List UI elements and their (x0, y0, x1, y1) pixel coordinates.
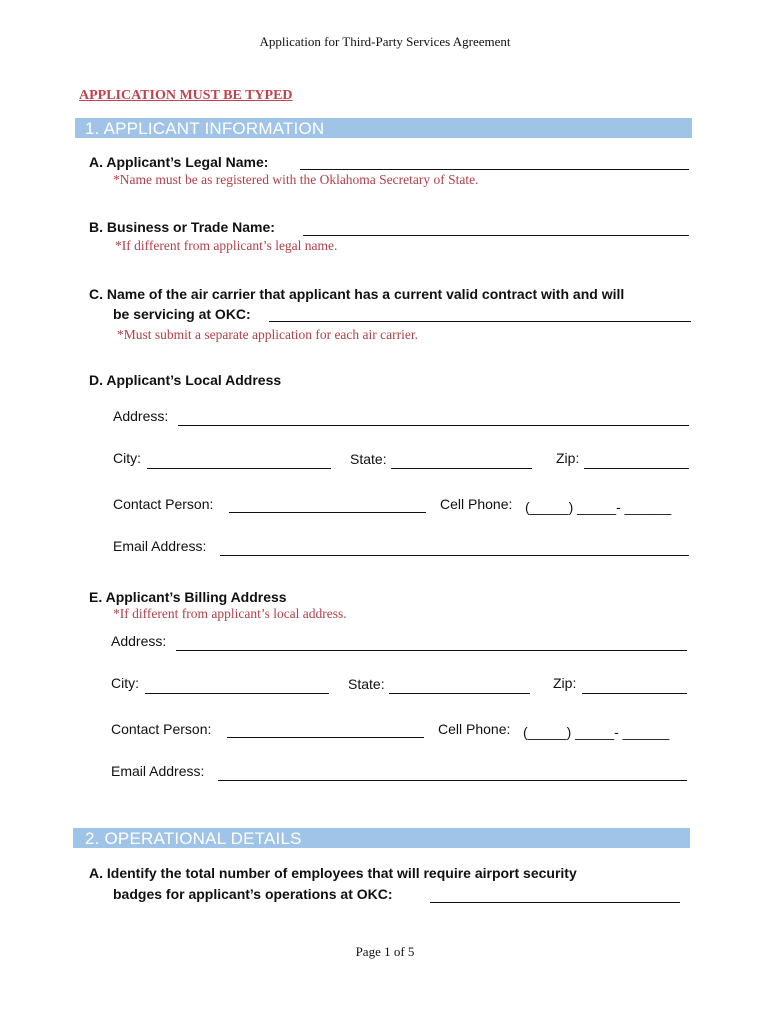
air-carrier-field[interactable] (269, 321, 691, 322)
billing-state-field[interactable] (389, 693, 530, 694)
local-state-field[interactable] (391, 468, 532, 469)
local-city-label: City: (113, 450, 141, 466)
billing-address-label: Address: (111, 633, 167, 649)
business-name-field[interactable] (303, 235, 689, 236)
local-email-label: Email Address: (113, 538, 207, 554)
air-carrier-note: *Must submit a separate application for each air carrier. (117, 327, 419, 342)
air-carrier-label-2: be servicing at OKC: (113, 306, 251, 322)
local-city-field[interactable] (147, 468, 331, 469)
billing-cell-label: Cell Phone: (438, 721, 511, 737)
employees-label-2: badges for applicant’s operations at OKC: (113, 886, 393, 902)
billing-address-note: *If different from applicant’s local address. (113, 606, 347, 621)
local-cell-label: Cell Phone: (440, 496, 513, 512)
local-address-label: Address: (113, 408, 169, 424)
local-zip-label: Zip: (556, 450, 580, 466)
air-carrier-label: C. Name of the air carrier that applicant has a current valid contract with and will (89, 286, 625, 302)
billing-city-field[interactable] (145, 693, 329, 694)
local-address-heading: D. Applicant’s Local Address (89, 372, 282, 388)
billing-state-label: State: (348, 676, 385, 692)
local-zip-field[interactable] (584, 468, 689, 469)
employees-field[interactable] (430, 902, 680, 903)
legal-name-label: A. Applicant’s Legal Name: (89, 154, 269, 170)
billing-cell-field[interactable]: (_____) _____- ______ (523, 724, 670, 740)
page-number: Page 1 of 5 (355, 944, 415, 959)
business-name-note: *If different from applicant’s legal name. (115, 238, 338, 253)
legal-name-field[interactable] (300, 169, 689, 170)
section-2-title: 2. OPERATIONAL DETAILS (85, 829, 302, 848)
billing-city-label: City: (111, 675, 139, 691)
local-contact-field[interactable] (229, 512, 426, 513)
billing-address-heading: E. Applicant’s Billing Address (89, 589, 287, 605)
local-address-field[interactable] (178, 425, 689, 426)
billing-zip-label: Zip: (553, 675, 577, 691)
employees-label: A. Identify the total number of employees that will require airport security (89, 865, 577, 881)
billing-address-field[interactable] (176, 650, 687, 651)
billing-contact-label: Contact Person: (111, 721, 212, 737)
local-cell-field[interactable]: (_____) _____- ______ (525, 499, 672, 515)
business-name-label: B. Business or Trade Name: (89, 219, 275, 235)
legal-name-note: *Name must be as registered with the Oklahoma Secretary of State. (113, 172, 479, 187)
billing-contact-field[interactable] (227, 737, 424, 738)
document-header: Application for Third-Party Services Agreement (259, 34, 511, 49)
local-state-label: State: (350, 451, 387, 467)
billing-zip-field[interactable] (582, 693, 687, 694)
section-1-title: 1. APPLICANT INFORMATION (85, 119, 325, 138)
billing-email-label: Email Address: (111, 763, 205, 779)
billing-email-field[interactable] (218, 780, 687, 781)
local-contact-label: Contact Person: (113, 496, 214, 512)
local-email-field[interactable] (220, 555, 689, 556)
typed-notice: APPLICATION MUST BE TYPED (79, 88, 293, 103)
